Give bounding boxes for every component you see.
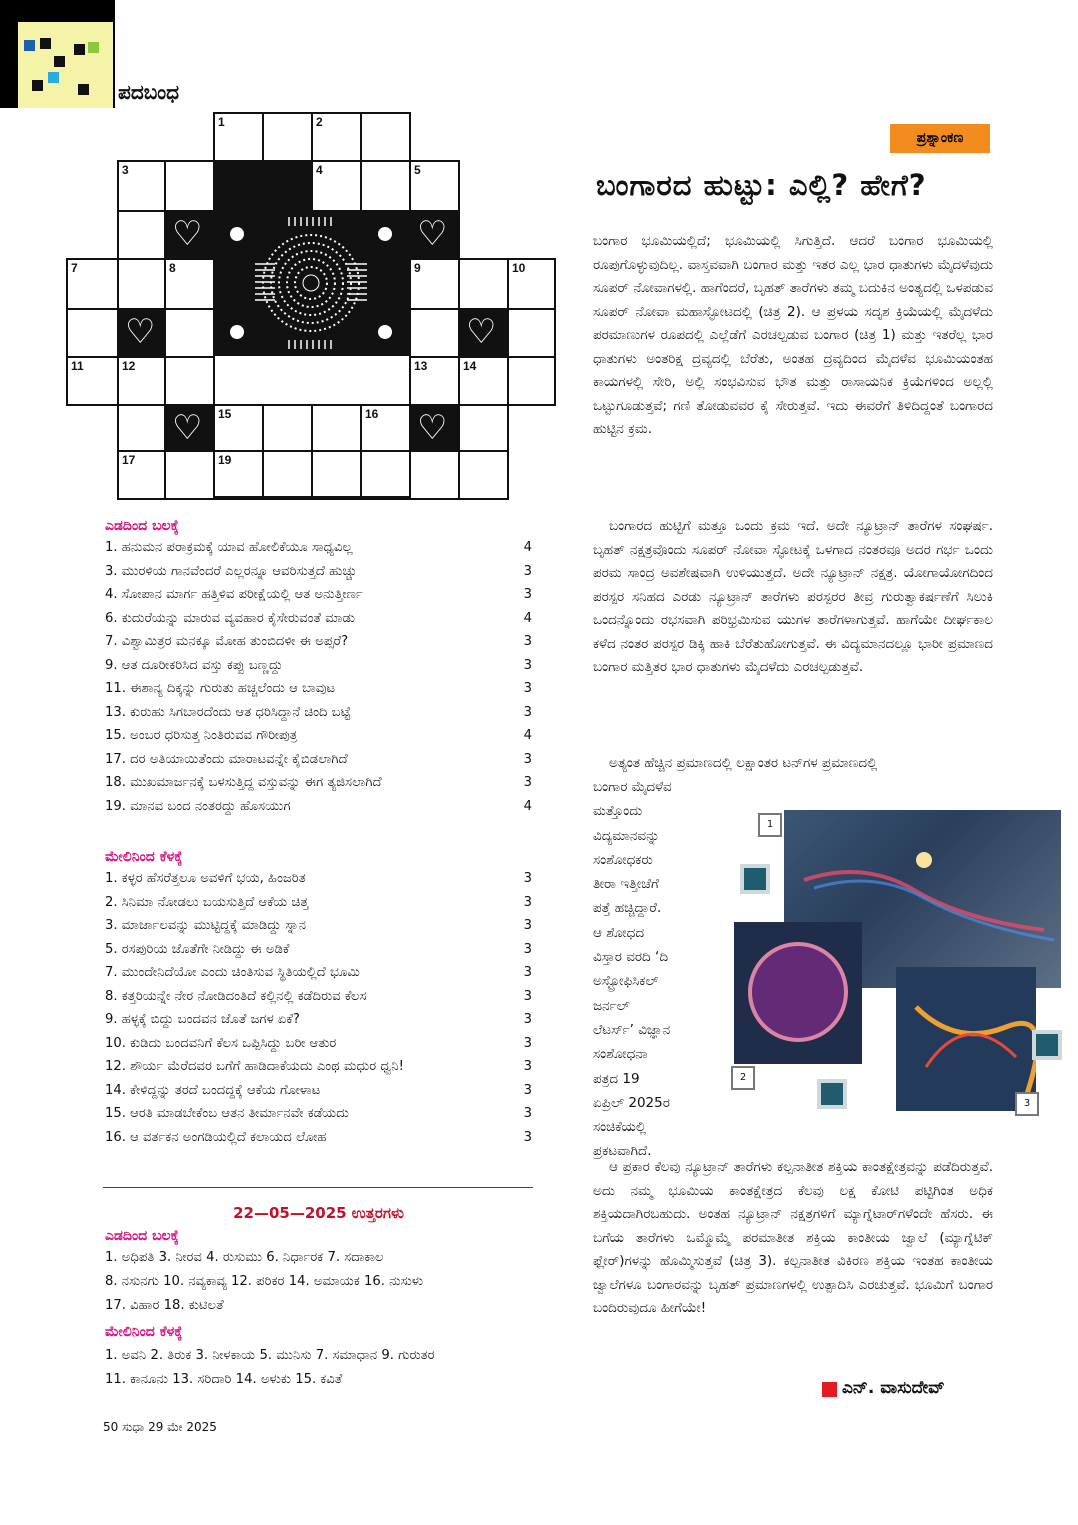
grid-cell[interactable] xyxy=(117,210,166,260)
down-clue xyxy=(105,1126,532,1150)
clue-text: 1. ಕಳ್ಳರ ಹೆಸರೆತ್ತಲೂ ಅವಳಿಗೆ ಭಯ, ಹಿಂಜರಿತ xyxy=(105,871,306,886)
heart-icon: ♡ xyxy=(417,408,448,448)
cell-number: 15 xyxy=(218,407,232,421)
clue-length: 3 xyxy=(523,587,532,602)
answers-divider xyxy=(103,1187,533,1188)
clue-text: 1. ಹನುಮನ ಪರಾಕ್ರಮಕ್ಕೆ ಯಾವ ಹೋಲಿಕೆಯೂ ಸಾಧ್ಯವಿಲ್ಲ xyxy=(105,540,353,555)
across-clue xyxy=(105,583,532,607)
grid-cell[interactable] xyxy=(66,308,119,358)
grid-cell[interactable] xyxy=(409,308,460,358)
across-clue-list xyxy=(105,536,532,818)
across-clue xyxy=(105,771,532,795)
clue-length: 3 xyxy=(523,775,532,790)
answers-across-heading: ಎಡದಿಂದ ಬಲಕ್ಕೆ xyxy=(105,1228,179,1244)
clue-length: 3 xyxy=(523,965,532,980)
grid-cell[interactable] xyxy=(458,404,509,452)
down-clue xyxy=(105,1102,532,1126)
clue-length: 3 xyxy=(523,1035,532,1051)
clue-length: 3 xyxy=(523,1106,532,1121)
clue-text: 18. ಮುಖಮಾರ್ಜನಕ್ಕೆ ಬಳಸುತ್ತಿದ್ದ ವಸ್ತುವನ್ನು ಈಗ ತ್ಯಜಿಸಲಾಗಿದೆ xyxy=(105,775,382,790)
clue-length: 3 xyxy=(523,1012,532,1027)
clue-length: 3 xyxy=(523,657,532,673)
grid-cell[interactable] xyxy=(164,308,215,358)
clue-text: 6. ಕುದುರೆಯನ್ನು ಮಾರುವ ವ್ಯವಹಾರ ಕೈಸೇರುವಂತೆ ಮಾಡು xyxy=(105,610,356,626)
clue-length: 4 xyxy=(523,728,532,743)
clue-length: 3 xyxy=(523,751,532,767)
clue-text: 5. ರಸಪುರಿಯ ಜೊತೆಗೇ ನೀಡಿದ್ದು ಈ ಅಡಿಕೆ xyxy=(105,941,290,957)
puzzle-title: ಪದಬಂಧ xyxy=(118,80,180,104)
clue-length: 3 xyxy=(523,988,532,1004)
answers-title: 22—05—2025 ಉತ್ತರಗಳು xyxy=(233,1204,404,1222)
clue-text: 9. ಹಳ್ಳಕ್ಕೆ ಬಿದ್ದು ಬಂದವನ ಜೊತೆ ಜಗಳ ಏಕೆ? xyxy=(105,1012,300,1027)
article-line: ಆ ಶೋಧದ xyxy=(593,924,645,941)
black-cell xyxy=(262,160,313,212)
magnetar-flare-art xyxy=(896,967,1036,1111)
figure-label: 1 xyxy=(758,813,782,837)
logo-square xyxy=(24,40,35,51)
clue-text: 13. ಕುರುಹು ಸಿಗಬಾರದೆಂದು ಆತ ಧರಿಸಿದ್ದಾನೆ ಚಿಂದಿ ಬಟ್ಟೆ xyxy=(105,704,351,720)
grid-cell[interactable] xyxy=(164,450,215,500)
cell-number: 2 xyxy=(316,115,323,129)
clue-length: 3 xyxy=(523,1059,532,1074)
across-clue xyxy=(105,607,532,631)
cell-number: 5 xyxy=(414,163,421,177)
article-line: ವಿಸ್ತಾರ ವರದಿ ‘ದಿ xyxy=(593,949,669,966)
article-paragraph: ಆ ಪ್ರಕಾರ ಕೆಲವು ನ್ಯೂಟ್ರಾನ್ ತಾರೆಗಳು ಕಲ್ಪನಾತೀತ ಶಕ್ತಿಯ ಕಾಂತಕ್ಷೇತ್ರವನ್ನು ಪಡೆದಿರುತ್ತವೆ. ಅದು ನಮ್ಮ ಭೂಮಿಯ ಕಾಂತಕ್ಷೇತ್ರದ ಕೆಲವು ಲಕ್ಷ ಕೋಟಿ ಪಟ್ಟಿಗಿಂತ ಅಧಿಕ ಶಕ್ತಿಯದಾಗಿರಬಹುದು. ಅಂತಹ ನ್ಯೂಟ್ರಾನ್ ನಕ್ಷತ್ರಗಳಿಗೆ ಮ್ಯಾಗ್ನೆಟಾರ್‌ಗಳೆಂದೇ ಹೆಸರು. ಈ ಬಗೆಯ ತಾರೆಗಳು ಒಮ್ಮೊಮ್ಮೆ ಪರಮಾತೀತ ಶಕ್ತಿಯ ಕಾಂತೀಯ ಜ್ವಾಲೆ (ಮ್ಯಾಗ್ನೆಟಿಕ್ ಫ್ಲೇರ್)ಗಳನ್ನು ಹೊಮ್ಮಿಸುತ್ತವೆ (ಚಿತ್ರ 3). ಕಲ್ಪನಾತೀತ ವಿಕಿರಣ ಶಕ್ತಿಯ ಇಂತಹ ಕಾಂತೀಯ ಜ್ವಾಲೆಗಳೂ ಬಂಗಾರವನ್ನು ಬೃಹತ್ ಪ್ರಮಾಣಗಳಲ್ಲಿ ಉತ್ಪಾದಿಸಿ ಎರಚುತ್ತವೆ. ಭೂಮಿಗೆ ಬಂಗಾರ ಬಂದಿರುವುದೂ ಹೀಗೆಯೇ! xyxy=(593,1159,993,1316)
clue-length: 3 xyxy=(523,1082,532,1098)
cell-number: 14 xyxy=(463,359,477,373)
grid-cell[interactable] xyxy=(409,258,460,310)
cell-number: 12 xyxy=(122,359,136,373)
grid-cell[interactable] xyxy=(262,450,313,498)
article-line: ಸಂಚಿಕೆಯಲ್ಲಿ xyxy=(593,1119,647,1136)
clue-text: 17. ದರ ಅತಿಯಾಯಿತೆಂದು ಮಾರಾಟವನ್ನೇ ಕೈಬಿಡಲಾಗಿದೆ xyxy=(105,751,348,767)
answers-down-line: 1. ಅವನಿ 2. ತಿರುಕ 3. ನೀಳಕಾಯ 5. ಮುನಿಸು 7. ಸಮಾಧಾನ 9. ಗುರುತರ xyxy=(105,1348,435,1363)
grid-cell[interactable] xyxy=(117,258,166,310)
clue-length: 3 xyxy=(523,681,532,696)
article-paragraph: ಬಂಗಾರ ಭೂಮಿಯಲ್ಲಿದೆ; ಭೂಮಿಯಲ್ಲಿ ಸಿಗುತ್ತಿದೆ. ಆದರೆ ಬಂಗಾರ ಭೂಮಿಯಲ್ಲಿ ರೂಪುಗೊಳ್ಳುವುದಿಲ್ಲ. ವಾಸ್ತವವಾಗಿ ಬಂಗಾರ ಮತ್ತು ಇತರ ಎಲ್ಲ ಭಾರ ಧಾತುಗಳು ಮೈದಳೆವುದು ಸೂಪರ್ ನೋವಾಗಳಲ್ಲಿ. ಹಾಗೆಂದರೆ, ಬೃಹತ್ ತಾರೆಗಳು ತಮ್ಮ ಬದುಕಿನ ಅಂತ್ಯದಲ್ಲಿ ಒಳಪಡುವ ಸೂಪರ್ ನೋವಾ ಮಹಾಸ್ಫೋಟದಲ್ಲಿ (ಚಿತ್ರ 2). ಆ ಪ್ರಳಯ ಸದೃಶ ಕ್ರಿಯೆಯಲ್ಲಿ ಮೈದಳೆದು ಪರಮಾಣುಗಳ ರೂಪದಲ್ಲಿ ಎಲ್ಲೆಡೆಗೆ ಎರಚಲ್ಪಡುವ ಬಂಗಾರ (ಚಿತ್ರ 1) ಮತ್ತು ಇತರೆಲ್ಲ ಭಾರ ಧಾತುಗಳು ಅಂತರಿಕ್ಷ ದ್ರವ್ಯದಲ್ಲಿ ಬೆರೆತು, ಅಂತಹ ದ್ರವ್ಯದಿಂದ ಮೈದಳೆವ ಭೂಮಿಯಂತಹ ಕಾಯಗಳಲ್ಲಿ ಸೇರಿ, ಅಲ್ಲಿ ಸಂಭವಿಸುವ ಭೌತ ಮತ್ತು ರಾಸಾಯನಿಕ ಕ್ರಿಯೆಗಳಿಂದ ಅಲ್ಲಲ್ಲಿ ಒಟ್ಟುಗೂಡುತ್ತವೆ; ಗಣಿ ತೋಡುವವರ ಕೈ ಸೇರುತ್ತವೆ. ಇದು ಈವರೆಗೆ ತಿಳಿದಿದ್ದಂತೆ ಬಂಗಾರದ ಹುಟ್ಟಿನ ಕ್ರಮ. xyxy=(593,233,993,437)
center-ornament-art xyxy=(215,212,407,354)
cell-number: 3 xyxy=(122,163,129,177)
down-clue xyxy=(105,1055,532,1079)
across-clue xyxy=(105,630,532,654)
neutron-star-image xyxy=(734,922,862,1064)
logo-square xyxy=(40,38,51,49)
grid-cell[interactable] xyxy=(458,450,509,500)
page-footer: 50 ಸುಧಾ 29 ಮೇ 2025 xyxy=(103,1420,217,1434)
clue-length: 4 xyxy=(523,610,532,626)
clue-length: 3 xyxy=(523,894,532,910)
article-line: ಲೆಟರ್ಸ್’ ವಿಜ್ಞಾನ xyxy=(593,1021,671,1038)
answers-across-line: 17. ವಿಹಾರ 18. ಕುಟಿಲತೆ xyxy=(105,1298,224,1313)
heart-cell xyxy=(409,404,460,452)
cell-number: 8 xyxy=(169,261,176,275)
cell-number: 7 xyxy=(71,261,78,275)
grid-cell[interactable] xyxy=(311,112,362,162)
heart-icon: ♡ xyxy=(417,214,448,254)
down-clue xyxy=(105,1008,532,1032)
neutron-star-art xyxy=(734,922,862,1064)
cell-number: 4 xyxy=(316,163,323,177)
logo-square xyxy=(74,44,85,55)
article-line: ಜರ್ನಲ್ xyxy=(593,997,630,1014)
heart-icon: ♡ xyxy=(172,408,203,448)
cell-number: 13 xyxy=(414,359,428,373)
article-line: ಸಂಶೋಧನಾ xyxy=(593,1046,648,1063)
article-line: ಮತ್ತೊಂದು xyxy=(593,803,643,820)
center-ornament xyxy=(213,210,409,356)
clue-text: 11. ಈಶಾನ್ಯ ದಿಕ್ಕನ್ನು ಗುರುತು ಹಚ್ಚಲೆಂದು ಆ ಬಾವುಟ xyxy=(105,681,336,696)
decor-square xyxy=(817,1079,847,1109)
grid-cell[interactable] xyxy=(164,258,215,310)
across-heading: ಎಡದಿಂದ ಬಲಕ್ಕೆ xyxy=(105,518,179,534)
down-clue xyxy=(105,961,532,985)
article-paragraph: ಬಂಗಾರದ ಹುಟ್ಟಿಗೆ ಮತ್ತೂ ಒಂದು ಕ್ರಮ ಇದೆ. ಅದೇ ನ್ಯೂಟ್ರಾನ್ ತಾರೆಗಳ ಸಂಘರ್ಷ. ಬೃಹತ್ ನಕ್ಷತ್ರವೊಂದು ಸೂಪರ್ ನೋವಾ ಸ್ಫೋಟಕ್ಕೆ ಒಳಗಾದ ನಂತರವೂ ಅದರ ಗರ್ಭ ಒಂದು ಪರಮ ಸಾಂದ್ರ ಅವಶೇಷವಾಗಿ ಉಳಿಯುತ್ತದೆ. ಅದೇ ನ್ಯೂಟ್ರಾನ್ ನಕ್ಷತ್ರ. ಯೋಗಾಯೋಗದಿಂದ ಪರಸ್ಪರ ಸನಿಹದ ಎರಡು ನ್ಯೂಟ್ರಾನ್ ತಾರೆಗಳು ಪರಸ್ಪರರ ತೀವ್ರ ಗುರುತ್ವಾಕರ್ಷಣೆಗೆ ಸಿಲುಕಿ ಒಂದನ್ನೊಂದು ರಭಸವಾಗಿ ಪರಿಭ್ರಮಿಸುವ ಯುಗಳ ತಾರೆಗಳಾಗುತ್ತವೆ. ಹಾಗೆಯೇ ದೀರ್ಘಕಾಲ ಕಳೆದ ನಂತರ ಪರಸ್ಪರ ಡಿಕ್ಕಿ ಹಾಕಿ ಬೆರೆತುಹೋಗುತ್ತವೆ. ಈ ವಿದ್ಯಮಾನದಲ್ಲೂ ಭಾರೀ ಪ್ರಮಾಣದ ಬಂಗಾರ ಮತ್ತಿತರ ಭಾರ ಧಾತುಗಳು ಮೈದಳೆದು ಎರಚಲ್ಪಡುತ್ತವೆ. xyxy=(593,518,993,675)
cell-number: 11 xyxy=(71,359,84,373)
down-heading: ಮೇಲಿನಿಂದ ಕೆಳಕ್ಕೆ xyxy=(105,849,183,865)
black-cell xyxy=(213,160,264,212)
grid-cell[interactable] xyxy=(117,356,166,406)
cell-number: 16 xyxy=(365,407,379,421)
down-clue xyxy=(105,938,532,962)
article-line: ಬಂಗಾರ ಮೈದಳೆವ xyxy=(593,779,672,795)
across-clue xyxy=(105,748,532,772)
clue-text: 2. ಸಿನಿಮಾ ನೋಡಲು ಬಯಸುತ್ತಿದೆ ಆಕೆಯ ಚಿತ್ತ xyxy=(105,894,309,910)
article-narrow-column xyxy=(593,775,718,1164)
heart-cell xyxy=(164,404,215,452)
across-clue xyxy=(105,536,532,560)
down-clue xyxy=(105,985,532,1009)
clue-text: 10. ಕುಡಿದು ಬಂದವನಿಗೆ ಕೆಲಸ ಒಪ್ಪಿಸಿದ್ದು ಬರೀ ಆತುರ xyxy=(105,1035,337,1051)
answers-down-heading: ಮೇಲಿನಿಂದ ಕೆಳಕ್ಕೆ xyxy=(105,1324,183,1340)
article-line: ಪತ್ತೆ ಹಚ್ಚಿದ್ದಾರೆ. xyxy=(593,900,662,917)
logo-square xyxy=(54,56,65,67)
grid-cell[interactable] xyxy=(262,404,313,452)
heart-cell xyxy=(458,308,509,358)
grid-cell[interactable] xyxy=(507,308,556,358)
author-name: ಎನ್. ವಾಸುದೇವ್ xyxy=(842,1378,945,1398)
section-tag: ಪ್ರಶ್ನಾಂಕಣ xyxy=(890,124,990,153)
magnetar-flare-image xyxy=(896,967,1036,1111)
logo-sticky-note xyxy=(18,22,113,108)
across-clue xyxy=(105,795,532,819)
grid-cell[interactable] xyxy=(117,404,166,452)
grid-cell[interactable] xyxy=(262,112,313,162)
clue-text: 15. ಆರತಿ ಮಾಡಬೇಕೆಂಬ ಆತನ ತೀರ್ಮಾನವೇ ಕಡೆಯದು xyxy=(105,1106,350,1121)
grid-cell[interactable] xyxy=(507,356,556,406)
article-headline: ಬಂಗಾರದ ಹುಟ್ಟು: ಎಲ್ಲಿ? ಹೇಗೆ? xyxy=(596,168,927,202)
article-paragraph-start: ಅತ್ಯಂತ ಹೆಚ್ಚಿನ ಪ್ರಮಾಣದಲ್ಲಿ ಲಕ್ಷಾಂತರ ಟನ್‌ಗಳ ಪ್ರಮಾಣದಲ್ಲಿ xyxy=(609,755,878,771)
grid-cell[interactable] xyxy=(66,258,119,310)
decor-square xyxy=(1032,1030,1062,1060)
heart-cell xyxy=(164,210,215,260)
cell-number: 1 xyxy=(218,115,225,129)
clue-length: 3 xyxy=(523,918,532,933)
clue-text: 8. ಕತ್ತರಿಯನ್ನೇ ನೇರ ನೋಡಿದಂತಿದೆ ಕಲ್ಲಿನಲ್ಲಿ ಕಡೆದಿರುವ ಕೆಲಸ xyxy=(105,988,367,1004)
grid-cell[interactable] xyxy=(213,404,264,452)
figure-label: 2 xyxy=(731,1066,755,1090)
grid-cell[interactable] xyxy=(507,258,556,310)
grid-cell[interactable] xyxy=(66,356,119,406)
across-clue xyxy=(105,724,532,748)
clue-text: 9. ಆತ ದೂರೀಕರಿಸಿದ ವಸ್ತು ಕಪ್ಪು ಬಣ್ಣದ್ದು xyxy=(105,657,283,673)
heart-cell xyxy=(117,308,166,358)
heart-icon: ♡ xyxy=(172,214,203,254)
down-clue xyxy=(105,867,532,891)
cell-number: 19 xyxy=(218,453,232,467)
heart-icon: ♡ xyxy=(125,312,156,352)
across-clue xyxy=(105,677,532,701)
article-line: ಅಸ್ಟ್ರೋಫಿಸಿಕಲ್ xyxy=(593,973,659,990)
logo-square xyxy=(88,42,99,53)
clue-text: 14. ಕೇಳಿದ್ದನ್ನು ತರದೆ ಬಂದದ್ದಕ್ಕೆ ಆಕೆಯ ಗೋಳಾಟ xyxy=(105,1082,321,1098)
article-line: ಏಪ್ರಿಲ್ 2025ರ xyxy=(593,1094,670,1111)
figure-label: 3 xyxy=(1015,1092,1039,1116)
clue-text: 3. ಮಾರ್ಜಾಲವನ್ನು ಮುಟ್ಟಿದ್ದಕ್ಕೆ ಮಾಡಿದ್ದು ಸ್ನಾನ xyxy=(105,918,307,933)
down-clue xyxy=(105,1079,532,1103)
decor-square xyxy=(740,864,770,894)
logo-square xyxy=(78,84,89,95)
clue-length: 4 xyxy=(523,798,532,814)
clue-text: 4. ಸೋಪಾನ ಮಾರ್ಗ ಹತ್ತಿಳಿವ ಪರೀಕ್ಷೆಯಲ್ಲಿ ಆತ ಅನುತ್ತೀರ್ಣ xyxy=(105,587,363,602)
article-line: ಪ್ರಕಟವಾಗಿದೆ. xyxy=(593,1143,652,1160)
grid-cell[interactable] xyxy=(360,404,411,452)
clue-length: 3 xyxy=(523,871,532,886)
grid-cell[interactable] xyxy=(458,356,509,406)
grid-cell[interactable] xyxy=(164,356,215,406)
grid-cell[interactable] xyxy=(117,450,166,500)
logo-square xyxy=(32,80,43,91)
article-line: ಸಂಶೋಧಕರು xyxy=(593,851,653,868)
article-line: ತೀರಾ ಇತ್ತೀಚೆಗೆ xyxy=(593,876,659,893)
clue-text: 3. ಮುರಳಿಯ ಗಾನವೆಂದರೆ ಎಲ್ಲರನ್ನೂ ಆವರಿಸುತ್ತದೆ ಹುಚ್ಚು xyxy=(105,563,357,579)
clue-length: 3 xyxy=(523,704,532,720)
across-clue xyxy=(105,654,532,678)
grid-cell[interactable] xyxy=(311,404,362,452)
grid-cell[interactable] xyxy=(409,160,460,212)
clue-text: 15. ಅಂಬರ ಧರಿಸುತ್ತ ನಿಂತಿರುವವ ಗೌರೀಪುತ್ರ xyxy=(105,728,298,743)
grid-cell[interactable] xyxy=(360,112,411,162)
clue-text: 12. ಶೌರ್ಯ ಮೆರೆದವರ ಬಗೆಗೆ ಹಾಡಿದಾಕೆಯದು ಎಂಥ ಮಧುರ ಧ್ವನಿ! xyxy=(105,1059,404,1074)
across-clue xyxy=(105,560,532,584)
down-clue xyxy=(105,1032,532,1056)
author-marker xyxy=(822,1382,837,1397)
down-clue-list xyxy=(105,867,532,1149)
clue-text: 16. ಆ ವರ್ತಕನ ಅಂಗಡಿಯಲ್ಲಿದೆ ಕಲಾಯದ ಲೋಹ xyxy=(105,1129,327,1145)
clue-text: 7. ಮುಂದೇನಿದೆಯೋ ಎಂದು ಚಿಂತಿಸುವ ಸ್ಥಿತಿಯಲ್ಲಿದೆ ಭೂಮಿ xyxy=(105,965,361,980)
grid-cell[interactable] xyxy=(409,450,460,500)
logo-square xyxy=(48,72,59,83)
answers-across-line: 1. ಅಧಿಪತಿ 3. ನೀರವ 4. ರುಸುಮು 6. ನಿರ್ಧಾರಕ 7. ಸದಾಕಾಲ xyxy=(105,1250,384,1265)
grid-cell[interactable] xyxy=(213,112,264,162)
clue-text: 7. ವಿಶ್ವಾಮಿತ್ರರ ಮನಕ್ಕೂ ಮೋಹ ತುಂಬಿದಳೀ ಈ ಅಪ್ಸರೆ? xyxy=(105,634,349,649)
grid-cell[interactable] xyxy=(360,450,411,498)
cell-number: 10 xyxy=(512,261,526,275)
grid-cell[interactable] xyxy=(213,450,264,498)
article-line: ವಿದ್ಯಮಾನವನ್ನು xyxy=(593,827,660,844)
across-clue xyxy=(105,701,532,725)
heart-cell xyxy=(409,210,460,260)
grid-cell[interactable] xyxy=(360,160,411,212)
grid-cell[interactable] xyxy=(311,160,362,212)
cell-number: 17 xyxy=(122,453,136,467)
answers-across-line: 8. ನಸುನಗು 10. ನವ್ಯಕಾವ್ಯ 12. ಪರಿಕರ 14. ಅಮಾಯಕ 16. ನುಸುಳು xyxy=(105,1274,424,1289)
heart-icon: ♡ xyxy=(466,312,497,352)
answers-down-line: 11. ಕಾನೂನು 13. ಸರಿದಾರಿ 14. ಅಳುಕು 15. ಕವಿತೆ xyxy=(105,1372,343,1387)
grid-cell[interactable] xyxy=(164,160,215,212)
clue-length: 4 xyxy=(523,540,532,555)
clue-length: 3 xyxy=(523,563,532,579)
grid-cell[interactable] xyxy=(458,258,509,310)
cell-number: 9 xyxy=(414,261,421,275)
down-clue xyxy=(105,914,532,938)
grid-cell[interactable] xyxy=(117,160,166,212)
down-clue xyxy=(105,891,532,915)
clue-length: 3 xyxy=(523,941,532,957)
clue-length: 3 xyxy=(523,634,532,649)
clue-text: 19. ಮಾನವ ಬಂದ ನಂತರದ್ದು ಹೊಸಯುಗ xyxy=(105,798,291,814)
grid-cell[interactable] xyxy=(311,450,362,498)
clue-length: 3 xyxy=(523,1129,532,1145)
article-line: ಪತ್ರದ 19 xyxy=(593,1070,640,1087)
grid-cell[interactable] xyxy=(409,356,460,406)
